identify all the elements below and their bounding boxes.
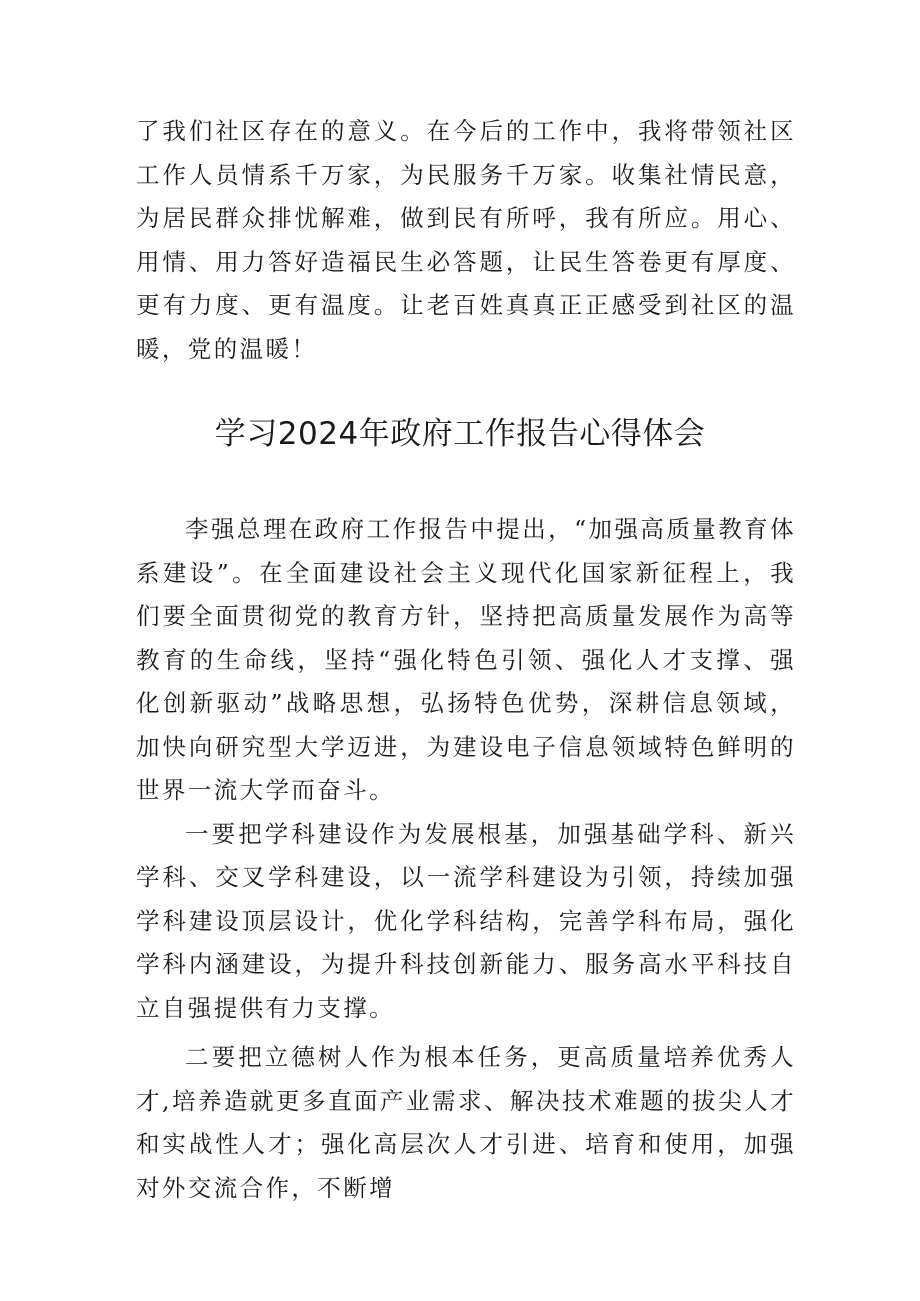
document-title: 学习2024年政府工作报告心得体会 xyxy=(214,416,706,452)
body-section-bottom xyxy=(136,1036,796,1210)
body-section-top xyxy=(136,508,796,1030)
body-paragraph-3: 二要把立德树人作为根本任务，更高质量培养优秀人才,培养造就更多直面产业需求、解决技术难题的拔尖人才和实战性人才；强化高层次人才引进、培育和使用，加强对外交流合作，不断增 xyxy=(136,1043,796,1202)
body-paragraph-2: 一要把学科建设作为发展根基，加强基础学科、新兴学科、交叉学科建设，以一流学科建设为引领，持续加强学科建设顶层设计，优化学科结构，完善学科布局，强化学科内涵建设，为提升科技创新能力、服务高水平科技自立自强提供有力支撑。 xyxy=(136,819,796,1022)
continuation-section xyxy=(136,110,796,371)
continuation-paragraph: 了我们社区存在的意义。在今后的工作中，我将带领社区工作人员情系千万家，为民服务千万家。收集社情民意，为居民群众排忧解难，做到民有所呼，我有所应。用心、用情、用力答好造福民生必答题，让民生答卷更有厚度、更有力度、更有温度。让老百姓真真正正感受到社区的温暖，党的温暖！ xyxy=(136,117,796,363)
body-paragraph-1: 李强总理在政府工作报告中提出，“加强高质量教育体系建设”。在全面建设社会主义现代化国家新征程上，我们要全面贯彻党的教育方针，坚持把高质量发展作为高等教育的生命线，坚持“强化特色引领、强化人才支撑、强化创新驱动”战略思想，弘扬特色优势，深耕信息领域，加快向研究型大学迈进，为建设电子信息领域特色鲜明的世界一流大学而奋斗。 xyxy=(136,515,796,804)
